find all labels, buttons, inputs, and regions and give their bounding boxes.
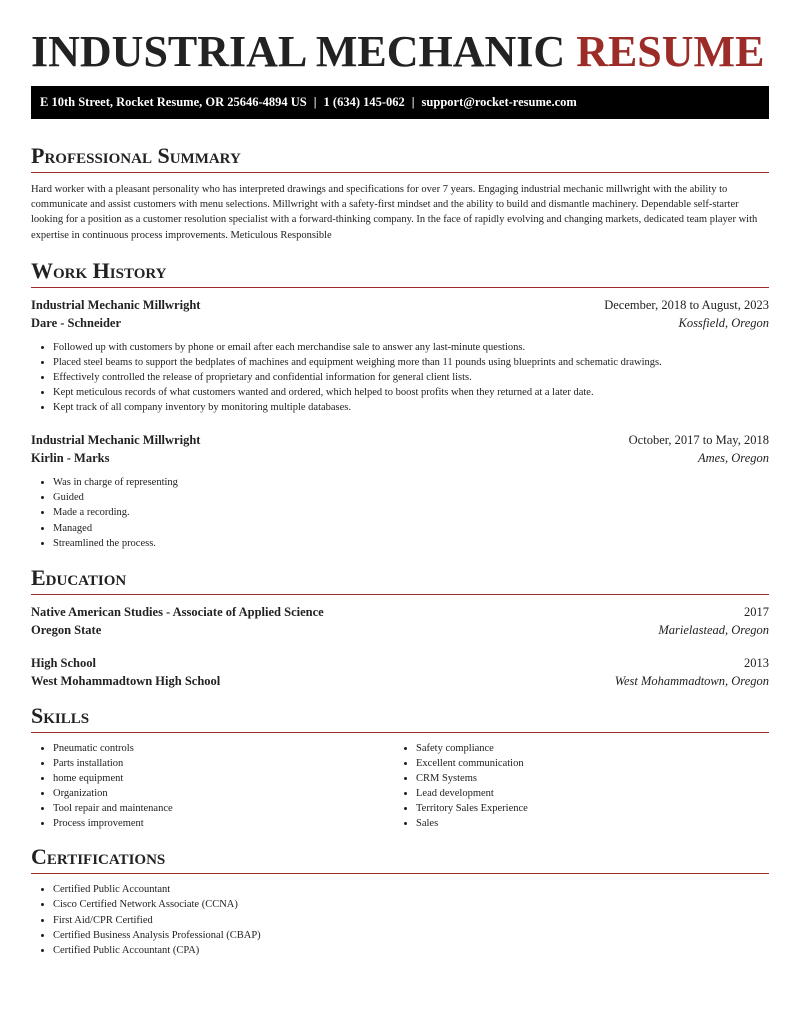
list-item: • Sales xyxy=(416,816,757,831)
list-item: • Cisco Certified Network Associate (CCNA) xyxy=(53,897,769,912)
list-item: • Process improvement xyxy=(53,816,394,831)
list-item: • Effectively controlled the release of proprietary and confidential information for general client lists. xyxy=(53,370,769,385)
list-item: • Followed up with customers by phone or email after each merchandise sale to answer any last-minute questions. xyxy=(53,340,769,355)
contact-separator: | xyxy=(411,95,415,109)
resume-title xyxy=(31,26,769,78)
job-dates: December, 2018 to August, 2023 xyxy=(604,297,769,312)
education-section xyxy=(31,565,769,690)
education-year: 2013 xyxy=(744,655,769,670)
education-entry xyxy=(31,603,769,639)
job-company: Kirlin - Marks xyxy=(31,451,110,466)
contact-email[interactable]: support@rocket-resume.com xyxy=(421,95,577,109)
education-school-row xyxy=(31,672,769,690)
education-degree-row xyxy=(31,654,769,672)
list-item: • Lead development xyxy=(416,786,757,801)
education-location: Marielastead, Oregon xyxy=(658,622,769,637)
job-company-row xyxy=(31,449,769,467)
list-item: • Territory Sales Experience xyxy=(416,801,757,816)
list-item: • Excellent communication xyxy=(416,756,757,771)
list-item: • Certified Public Accountant (CPA) xyxy=(53,943,769,958)
job-duties-list xyxy=(31,475,769,550)
education-school: Oregon State xyxy=(31,622,102,637)
job-duties-list xyxy=(31,340,769,415)
section-heading-education: Education xyxy=(31,565,769,595)
job-header-row xyxy=(31,296,769,314)
contact-address: E 10th Street, Rocket Resume, OR 25646-4894 US xyxy=(40,95,307,109)
work-history-section xyxy=(31,258,769,551)
list-item: • CRM Systems xyxy=(416,771,757,786)
contact-separator: | xyxy=(313,95,317,109)
job-location: Kossfield, Oregon xyxy=(678,315,769,330)
list-item: • Managed xyxy=(53,521,769,536)
certifications-list xyxy=(31,882,769,957)
list-item: • Organization xyxy=(53,786,394,801)
title-main: INDUSTRIAL MECHANIC xyxy=(31,27,566,76)
title-accent: RESUME xyxy=(576,27,765,76)
certifications-section xyxy=(31,844,769,957)
list-item: • Placed steel beams to support the bedplates of machines and equipment weighing more than 11 pounds using blueprints and schematic drawings. xyxy=(53,355,769,370)
resume-page xyxy=(31,0,769,958)
education-entry xyxy=(31,654,769,690)
list-item: • Streamlined the process. xyxy=(53,536,769,551)
section-heading-certifications: Certifications xyxy=(31,844,769,874)
section-heading-summary: Professional Summary xyxy=(31,143,769,173)
job-location: Ames, Oregon xyxy=(697,451,769,466)
job-title: Industrial Mechanic Millwright xyxy=(31,433,201,448)
job-company-row xyxy=(31,314,769,332)
list-item: • home equipment xyxy=(53,771,394,786)
skills-list xyxy=(31,741,394,832)
education-location: West Mohammadtown, Oregon xyxy=(614,673,769,688)
list-item: • Guided xyxy=(53,490,769,505)
education-school-row xyxy=(31,621,769,639)
job-entry xyxy=(31,296,769,415)
skills-section xyxy=(31,703,769,832)
job-title: Industrial Mechanic Millwright xyxy=(31,297,201,312)
contact-phone[interactable]: 1 (634) 145-062 xyxy=(323,95,405,109)
list-item: • Certified Business Analysis Professional (CBAP) xyxy=(53,928,769,943)
job-header-row xyxy=(31,431,769,449)
skills-column-left xyxy=(31,741,394,832)
job-company: Dare - Schneider xyxy=(31,315,122,330)
summary-section xyxy=(31,143,769,243)
contact-bar xyxy=(31,86,769,119)
job-entry xyxy=(31,431,769,550)
skills-list xyxy=(394,741,757,832)
education-degree: Native American Studies - Associate of Applied Science xyxy=(31,604,324,619)
list-item: • Safety compliance xyxy=(416,741,757,756)
education-school: West Mohammadtown High School xyxy=(31,673,221,688)
list-item: • Made a recording. xyxy=(53,505,769,520)
education-year: 2017 xyxy=(744,604,769,619)
section-heading-work: Work History xyxy=(31,258,769,288)
list-item: • Was in charge of representing xyxy=(53,475,769,490)
list-item: • Kept track of all company inventory by monitoring multiple databases. xyxy=(53,400,769,415)
education-degree: High School xyxy=(31,655,96,670)
section-heading-skills: Skills xyxy=(31,703,769,733)
list-item: • Kept meticulous records of what customers wanted and ordered, which helped to boost profits when they returned at a later date. xyxy=(53,385,769,400)
list-item: • Pneumatic controls xyxy=(53,741,394,756)
list-item: • First Aid/CPR Certified xyxy=(53,913,769,928)
list-item: • Certified Public Accountant xyxy=(53,882,769,897)
list-item: • Parts installation xyxy=(53,756,394,771)
skills-column-right xyxy=(394,741,757,832)
summary-text: Hard worker with a pleasant personality who has interpreted drawings and specifications for over 7 years. Engaging industrial mechanic millwright with the ability to communicate and assist customers with menu selections. Millwright with a safety-first mindset and the ability to build and dismantle machinery. Dependable self-starter looking for a position as a customer resolution specialist with a forward-thinking company. In the face of rapidly evolving and changing markets, dedicated team player with expertise in continuous process improvements. Meticulous Responsible xyxy=(31,184,758,241)
list-item: • Tool repair and maintenance xyxy=(53,801,394,816)
skills-grid xyxy=(31,741,769,832)
education-degree-row xyxy=(31,603,769,621)
job-dates: October, 2017 to May, 2018 xyxy=(628,433,769,448)
